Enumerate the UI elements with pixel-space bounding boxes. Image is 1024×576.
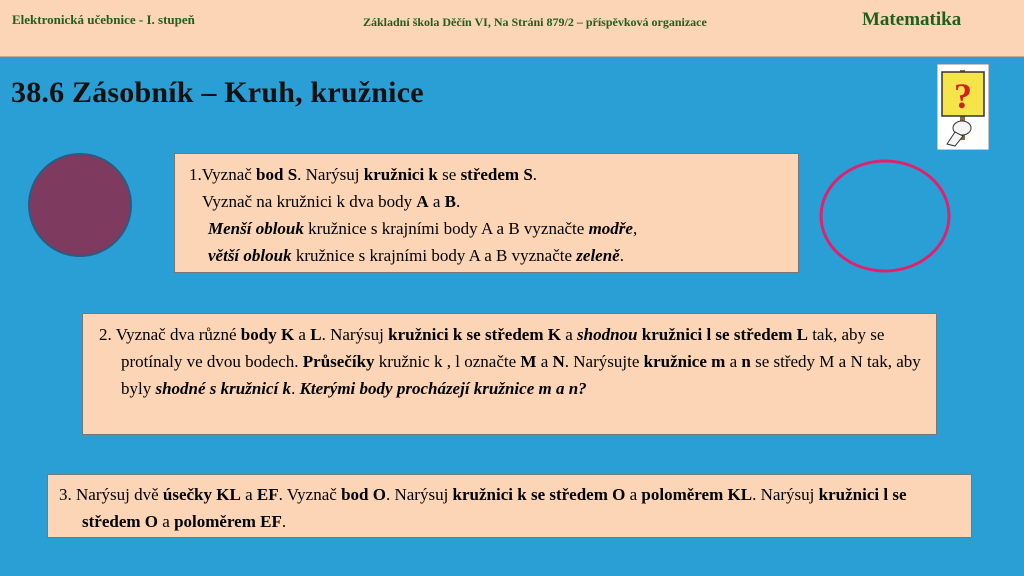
header-bar — [0, 0, 1024, 57]
task-2-box — [82, 313, 937, 435]
question-sign-icon[interactable] — [937, 64, 989, 150]
header-subject: Matematika — [862, 9, 962, 30]
task-1-line-4: větší oblouk kružnice s krajními body A a B vyznačte zeleně. — [208, 246, 624, 265]
header-center-text: Základní škola Děčín VI, Na Stráni 879/2 – příspěvková organizace — [363, 15, 707, 29]
task-3-box — [47, 474, 972, 538]
task-1-box — [174, 153, 799, 273]
page-title: 38.6 Zásobník – Kruh, kružnice — [11, 76, 424, 109]
task-1-line-1: 1.Vyznač bod S. Narýsuj kružnici k se středem S. — [189, 165, 538, 184]
task-1-line-3: Menší oblouk kružnice s krajními body A a B vyznačte modře, — [208, 219, 638, 238]
task-2-question: Kterými body procházejí kružnice m a n? — [299, 379, 587, 398]
svg-text:?: ? — [954, 76, 972, 116]
filled-circle-shape — [27, 152, 133, 258]
task-2-text: 2. Vyznač dva různé body K a L. Narýsuj kružnici k se středem K a shodnou kružnici l se středem L tak, aby se protínaly ve dvou bodech. Průsečíky kružnic k , l označte M a N. Narýsujte kružnice m a n se středy M a N tak, aby byly shodné s kružnicí k. Kterými body procházejí kružnice m a n? — [99, 325, 921, 398]
outline-circle-shape — [818, 158, 952, 274]
header-left-text: Elektronická učebnice - I. stupeň — [12, 12, 195, 27]
task-3-text: 3. Narýsuj dvě úsečky KL a EF. Vyznač bod O. Narýsuj kružnici k se středem O a poloměrem KL. Narýsuj kružnici l se středem O a poloměrem EF. — [59, 485, 907, 531]
task-1-line-2: Vyznač na kružnici k dva body A a B. — [202, 192, 461, 211]
